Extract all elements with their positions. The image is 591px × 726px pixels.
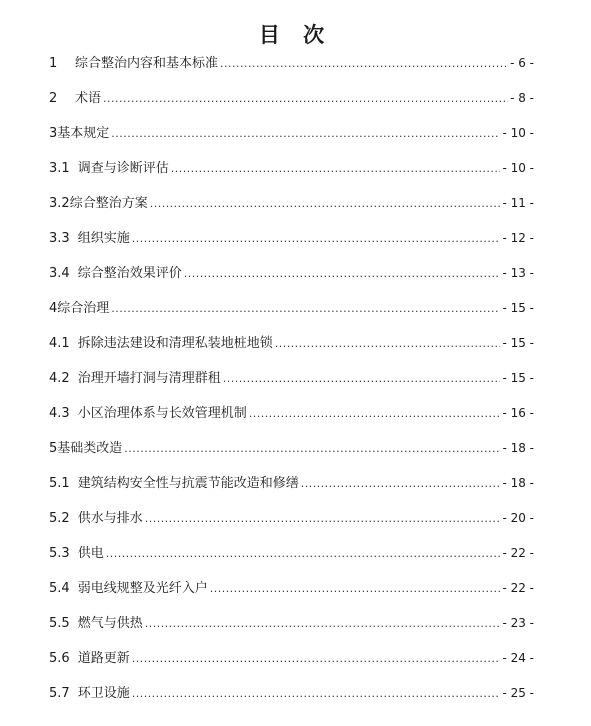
toc-entry-page: - 10 -: [502, 126, 534, 140]
toc-entry[interactable]: [49, 186, 534, 221]
toc-entry-label: 弱电线规整及光纤入户: [77, 581, 208, 596]
toc-entry-number: 3.2: [49, 196, 70, 211]
toc-entry-number: 3.3: [49, 231, 70, 246]
toc-entry[interactable]: [49, 466, 534, 501]
toc-entry-page: - 22 -: [502, 546, 534, 560]
toc-entry-page: - 15 -: [502, 301, 534, 315]
toc-entry-page: - 11 -: [502, 196, 534, 210]
toc-entry[interactable]: [49, 256, 534, 291]
toc-entry[interactable]: [49, 46, 534, 81]
toc-entry-label: 供水与排水: [77, 511, 143, 526]
toc-entry[interactable]: [49, 396, 534, 431]
toc-dot-leader: [150, 186, 501, 221]
toc-entry-number: 3.1: [49, 161, 70, 176]
toc-entry-label: 燃气与供热: [77, 616, 143, 631]
toc-entry-number: 2: [49, 91, 58, 106]
toc-dot-leader: [210, 571, 501, 606]
toc-entry-page: - 10 -: [502, 161, 534, 175]
toc-entry-label: 综合治理: [57, 301, 110, 316]
toc-entry-number: 3: [49, 126, 58, 141]
toc-entry[interactable]: [49, 151, 534, 186]
toc-entry-page: - 15 -: [502, 371, 534, 385]
toc-entry-number: 5.7: [49, 686, 70, 701]
toc-entry-label: 环卫设施: [77, 686, 130, 701]
toc-entry-number: 5.6: [49, 651, 70, 666]
toc-entry-number: 1: [49, 56, 58, 71]
toc-entry-label: 治理开墙打洞与清理群租: [77, 371, 221, 386]
toc-entry-label: 综合整治内容和基本标准: [75, 56, 219, 71]
toc-entry-page: - 15 -: [502, 336, 534, 350]
toc-dot-leader: [103, 81, 508, 116]
toc-entry[interactable]: [49, 291, 534, 326]
toc-dot-leader: [106, 536, 501, 571]
toc-entry-page: - 18 -: [502, 441, 534, 455]
toc-entry[interactable]: [49, 676, 534, 711]
toc-dot-leader: [132, 221, 501, 256]
toc-entry-page: - 13 -: [502, 266, 534, 280]
toc-entry-number: 4.1: [49, 336, 70, 351]
toc-dot-leader: [249, 396, 501, 431]
toc-dot-leader: [111, 291, 500, 326]
toc-dot-leader: [223, 361, 501, 396]
toc-entry-number: 3.4: [49, 266, 70, 281]
toc-dot-leader: [171, 151, 501, 186]
toc-entry-label: 组织实施: [77, 231, 130, 246]
toc-entry-page: - 12 -: [502, 231, 534, 245]
toc-entry-label: 综合整治效果评价: [77, 266, 182, 281]
toc-entry[interactable]: [49, 361, 534, 396]
toc-entry-label: 基础类改造: [57, 441, 123, 456]
toc-dot-leader: [145, 606, 501, 641]
toc-entry[interactable]: [49, 536, 534, 571]
toc-entry-page: - 18 -: [502, 476, 534, 490]
toc-entry-label: 拆除违法建设和清理私装地桩地锁: [77, 336, 273, 351]
toc-entry-number: 5.1: [49, 476, 70, 491]
page-title: 目 次: [258, 22, 333, 48]
toc-entry-label: 供电: [77, 546, 104, 561]
toc-entry-number: 5: [49, 441, 58, 456]
toc-entry-label: 基本规定: [57, 126, 110, 141]
toc-entry-number: 5.5: [49, 616, 70, 631]
toc-entry-number: 4.2: [49, 371, 70, 386]
toc-entry[interactable]: [49, 606, 534, 641]
toc-entry[interactable]: [49, 81, 534, 116]
toc-entry[interactable]: [49, 431, 534, 466]
toc-entry-label: 建筑结构安全性与抗震节能改造和修缮: [77, 476, 299, 491]
toc-entry-page: - 8 -: [510, 91, 534, 105]
toc-entry-page: - 25 -: [502, 686, 534, 700]
toc-entry-label: 小区治理体系与长效管理机制: [77, 406, 247, 421]
toc-dot-leader: [275, 326, 501, 361]
toc-dot-leader: [132, 641, 501, 676]
toc-entry-page: - 6 -: [510, 56, 534, 70]
toc-entry[interactable]: [49, 571, 534, 606]
toc-entry[interactable]: [49, 641, 534, 676]
toc-dot-leader: [111, 116, 500, 151]
toc-entry[interactable]: [49, 116, 534, 151]
toc-dot-leader: [124, 431, 500, 466]
toc-entry-label: 道路更新: [77, 651, 130, 666]
toc-entry[interactable]: [49, 326, 534, 361]
toc-entry[interactable]: [49, 501, 534, 536]
toc-entry-number: 4.3: [49, 406, 70, 421]
toc-dot-leader: [301, 466, 501, 501]
toc-dot-leader: [145, 501, 501, 536]
toc-entry-label: 术语: [75, 91, 102, 106]
toc-entry-number: 4: [49, 301, 58, 316]
table-of-contents: [49, 46, 534, 711]
toc-dot-leader: [132, 676, 501, 711]
toc-entry-number: 5.2: [49, 511, 70, 526]
toc-entry-page: - 20 -: [502, 511, 534, 525]
toc-dot-leader: [184, 256, 501, 291]
toc-entry[interactable]: [49, 221, 534, 256]
toc-entry-number: 5.4: [49, 581, 70, 596]
toc-entry-label: 综合整治方案: [69, 196, 148, 211]
toc-entry-page: - 16 -: [502, 406, 534, 420]
toc-entry-page: - 22 -: [502, 581, 534, 595]
toc-entry-page: - 23 -: [502, 616, 534, 630]
toc-entry-label: 调查与诊断评估: [77, 161, 169, 176]
toc-dot-leader: [220, 46, 508, 81]
toc-entry-number: 5.3: [49, 546, 70, 561]
toc-entry-page: - 24 -: [502, 651, 534, 665]
